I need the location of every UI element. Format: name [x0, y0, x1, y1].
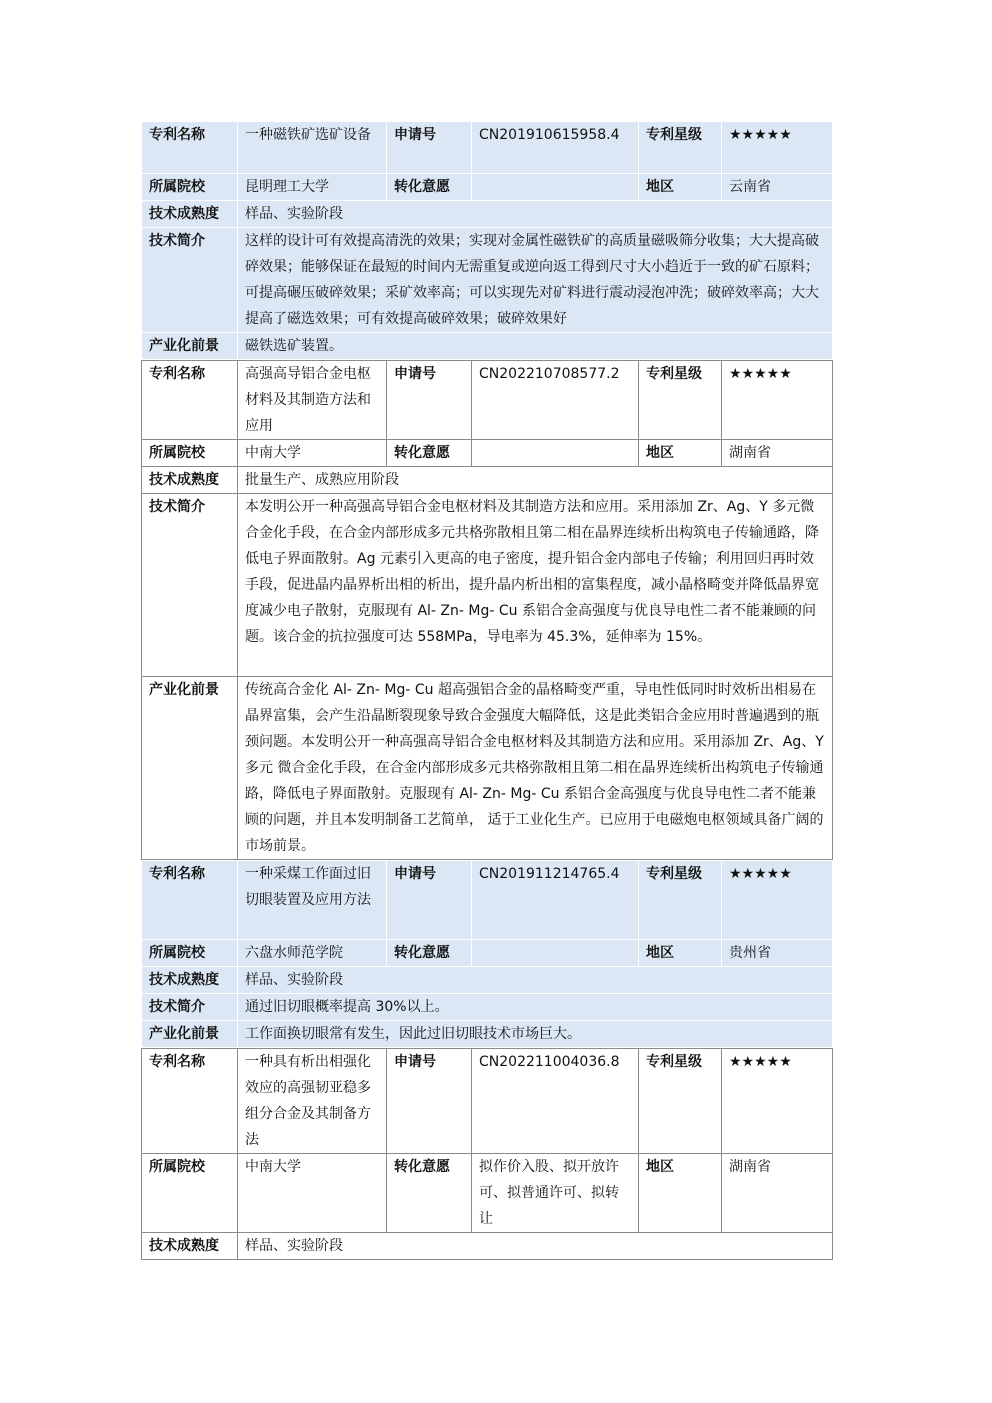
maturity-row [142, 1233, 833, 1260]
prospect-row [142, 333, 833, 360]
school-label: 所属院校 [142, 1154, 238, 1233]
patent-name: 一种采煤工作面过旧切眼装置及应用方法 [238, 861, 387, 940]
patent-name-label: 专利名称 [142, 122, 238, 174]
stars-label: 专利星级 [639, 861, 722, 940]
maturity-label: 技术成熟度 [142, 967, 238, 994]
app-no-label: 申请号 [387, 861, 472, 940]
intent [472, 174, 639, 201]
star-rating: ★★★★★ [722, 1049, 833, 1154]
region: 贵州省 [722, 940, 833, 967]
region-label: 地区 [639, 174, 722, 201]
school: 中南大学 [238, 1154, 387, 1233]
region: 湖南省 [722, 1154, 833, 1233]
prospect: 工作面换切眼常有发生，因此过旧切眼技术市场巨大。 [238, 1021, 833, 1048]
patent-name-row [142, 361, 833, 440]
school: 中南大学 [238, 440, 387, 467]
maturity-label: 技术成熟度 [142, 1233, 238, 1260]
maturity-row [142, 201, 833, 228]
prospect-label: 产业化前景 [142, 1021, 238, 1048]
maturity: 批量生产、成熟应用阶段 [238, 467, 833, 494]
intent [472, 940, 639, 967]
region: 云南省 [722, 174, 833, 201]
prospect: 传统高合金化 Al‑ Zn‑ Mg‑ Cu 超高强铝合金的晶格畸变严重，导电性低同时时效析出相易在晶界富集，会产生沿晶断裂现象导致合金强度大幅降低，这是此类铝合金应用时普遍遇到的瓶颈问题。本发明公开一种高强高导铝合金电枢材料及其制造方法和应用。采用添加 Zr、Ag、Y 多元 微合金化手段，在合金内部形成多元共格弥散相且第二相在晶界连续析出构筑电子传输通路，降低电子界面散射。克服现有 Al‑ Zn‑ Mg‑ Cu 系铝合金高强度与优良导电性二者不能兼顾的问题，并且本发明制备工艺简单， 适于工业化生产。已应用于电磁炮电枢领域具备广阔的市场前景。 [238, 677, 833, 860]
maturity: 样品、实验阶段 [238, 967, 833, 994]
patent-card [141, 1048, 833, 1260]
star-rating: ★★★★★ [722, 122, 833, 174]
summary: 通过旧切眼概率提高 30%以上。 [238, 994, 833, 1021]
patent-name-row [142, 861, 833, 940]
prospect: 磁铁选矿装置。 [238, 333, 833, 360]
school-label: 所属院校 [142, 174, 238, 201]
intent-label: 转化意愿 [387, 174, 472, 201]
star-rating: ★★★★★ [722, 861, 833, 940]
intent-label: 转化意愿 [387, 440, 472, 467]
intent-label: 转化意愿 [387, 940, 472, 967]
school-label: 所属院校 [142, 440, 238, 467]
school: 六盘水师范学院 [238, 940, 387, 967]
school-row [142, 440, 833, 467]
intent: 拟作价入股、拟开放许可、拟普通许可、拟转让 [472, 1154, 639, 1233]
patent-name: 一种磁铁矿选矿设备 [238, 122, 387, 174]
summary-label: 技术简介 [142, 494, 238, 677]
prospect-row [142, 1021, 833, 1048]
patent-card [141, 121, 833, 360]
patent-name-label: 专利名称 [142, 1049, 238, 1154]
summary: 这样的设计可有效提高清洗的效果；实现对金属性磁铁矿的高质量磁吸筛分收集；大大提高破碎效果；能够保证在最短的时间内无需重复或逆向返工得到尺寸大小趋近于一致的矿石原料；可提高碾压破碎效果；采矿效率高；可以实现先对矿料进行震动浸泡冲洗；破碎效率高；大大提高了磁选效果；可有效提高破碎效果；破碎效果好 [238, 228, 833, 333]
region-label: 地区 [639, 1154, 722, 1233]
region-label: 地区 [639, 440, 722, 467]
school-row [142, 1154, 833, 1233]
maturity-label: 技术成熟度 [142, 201, 238, 228]
region: 湖南省 [722, 440, 833, 467]
maturity-row [142, 967, 833, 994]
maturity: 样品、实验阶段 [238, 201, 833, 228]
patent-card [141, 860, 833, 1048]
patent-name: 一种具有析出相强化效应的高强韧亚稳多组分合金及其制备方法 [238, 1049, 387, 1154]
patent-listing [141, 121, 832, 1260]
maturity-label: 技术成熟度 [142, 467, 238, 494]
intent-label: 转化意愿 [387, 1154, 472, 1233]
intent [472, 440, 639, 467]
star-rating: ★★★★★ [722, 361, 833, 440]
stars-label: 专利星级 [639, 1049, 722, 1154]
summary-row [142, 494, 833, 677]
school-label: 所属院校 [142, 940, 238, 967]
summary: 本发明公开一种高强高导铝合金电枢材料及其制造方法和应用。采用添加 Zr、Ag、Y 多元微合金化手段，在合金内部形成多元共格弥散相且第二相在晶界连续析出构筑电子传输通路，降低电子界面散射。Ag 元素引入更高的电子密度，提升铝合金内部电子传输；利用回归再时效手段，促进晶内晶界析出相的析出，提升晶内析出相的富集程度，减小晶格畸变并降低晶界宽度减少电子散射，克服现有 Al‑ Zn‑ Mg‑ Cu 系铝合金高强度与优良导电性二者不能兼顾的问题。该合金的抗拉强度可达 558MPa，导电率为 45.3%，延伸率为 15%。 [238, 494, 833, 677]
app-no: CN202211004036.8 [472, 1049, 639, 1154]
patent-name-label: 专利名称 [142, 861, 238, 940]
stars-label: 专利星级 [639, 122, 722, 174]
summary-row [142, 228, 833, 333]
summary-row [142, 994, 833, 1021]
summary-label: 技术简介 [142, 994, 238, 1021]
app-no-label: 申请号 [387, 122, 472, 174]
patent-name: 高强高导铝合金电枢材料及其制造方法和应用 [238, 361, 387, 440]
app-no: CN201910615958.4 [472, 122, 639, 174]
school: 昆明理工大学 [238, 174, 387, 201]
prospect-label: 产业化前景 [142, 677, 238, 860]
prospect-row [142, 677, 833, 860]
region-label: 地区 [639, 940, 722, 967]
stars-label: 专利星级 [639, 361, 722, 440]
patent-card [141, 360, 833, 860]
maturity-row [142, 467, 833, 494]
patent-name-row [142, 1049, 833, 1154]
maturity: 样品、实验阶段 [238, 1233, 833, 1260]
school-row [142, 940, 833, 967]
school-row [142, 174, 833, 201]
patent-name-row [142, 122, 833, 174]
summary-label: 技术简介 [142, 228, 238, 333]
prospect-label: 产业化前景 [142, 333, 238, 360]
app-no: CN202210708577.2 [472, 361, 639, 440]
app-no-label: 申请号 [387, 1049, 472, 1154]
app-no: CN201911214765.4 [472, 861, 639, 940]
patent-name-label: 专利名称 [142, 361, 238, 440]
app-no-label: 申请号 [387, 361, 472, 440]
